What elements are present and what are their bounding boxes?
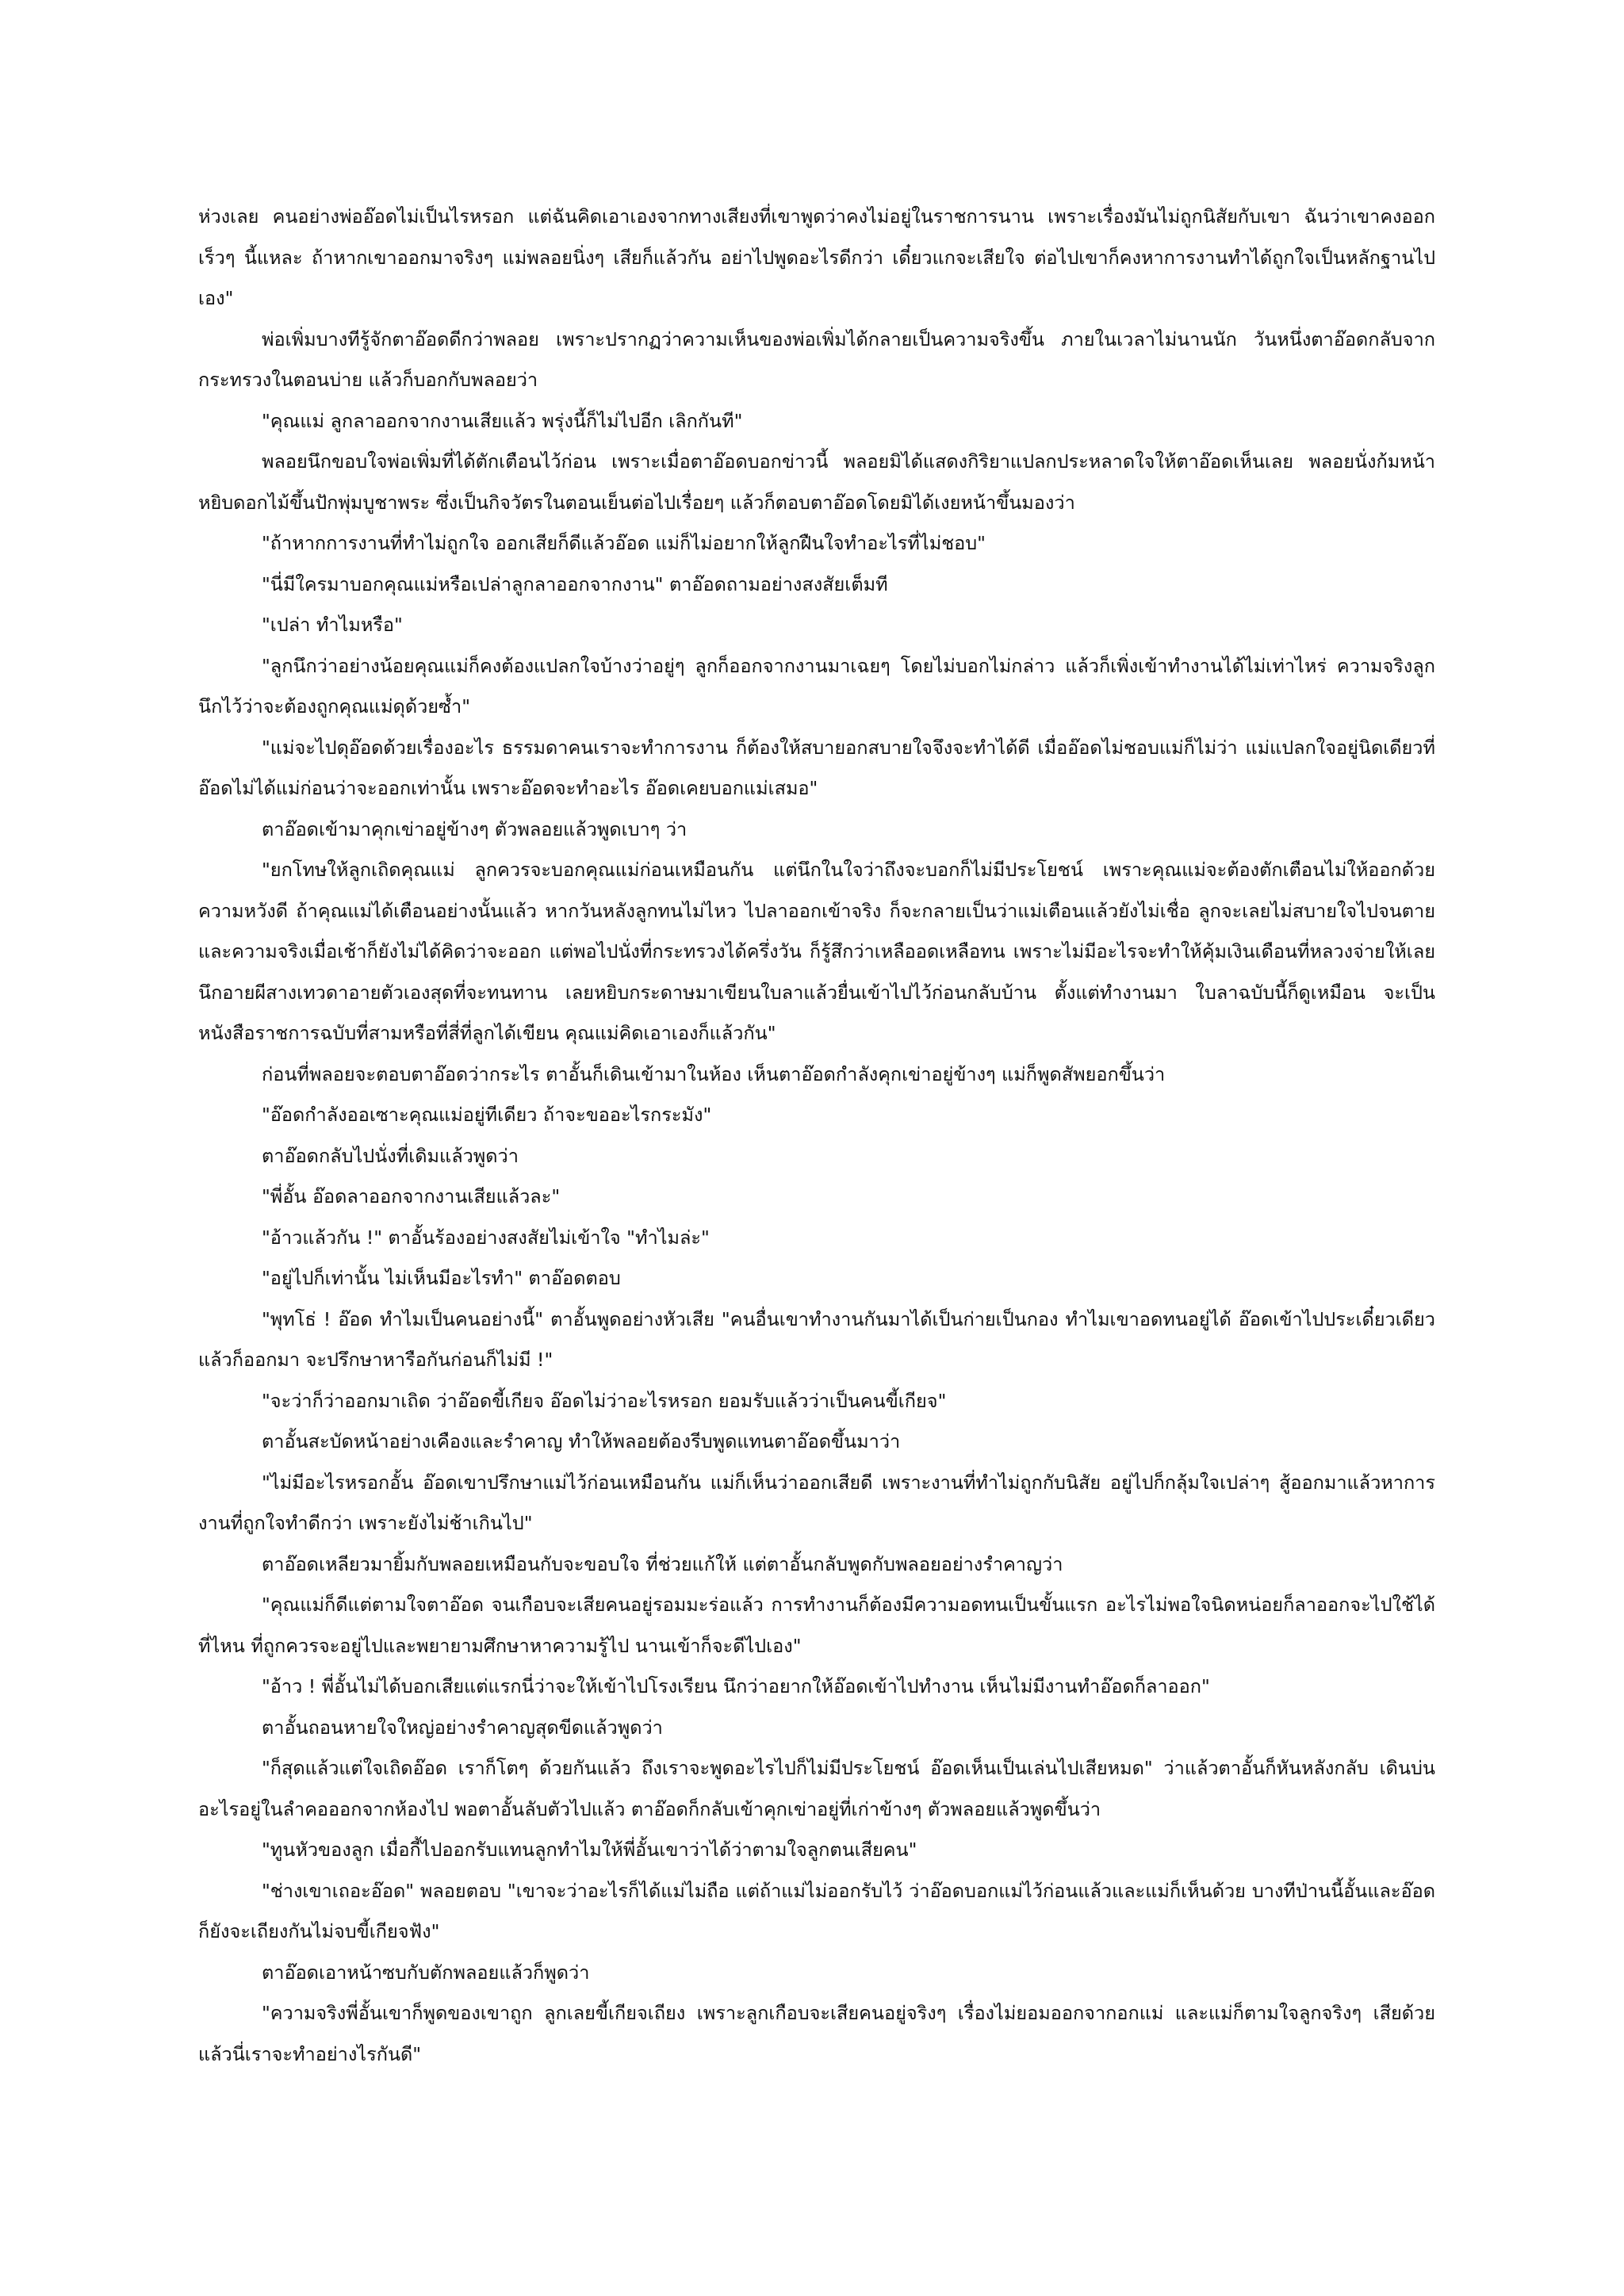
paragraph: ตาอั้นสะบัดหน้าอย่างเคืองและรำคาญ ทำให้พลอยต้องรีบพูดแทนตาอ๊อดขึ้นมาว่า (262, 1430, 901, 1452)
paragraph: ตาอ๊อดเหลียวมายิ้มกับพลอยเหมือนกับจะขอบใจ ที่ช่วยแก้ให้ แต่ตาอั้นกลับพูดกับพลอยอย่างรำคาญว่า (262, 1552, 1063, 1575)
paragraph: "อ้าวแล้วกัน !" ตาอั้นร้องอย่างสงสัยไม่เข้าใจ "ทำไมล่ะ" (262, 1226, 710, 1249)
paragraph: "คุณแม่ก็ดีแต่ตามใจตาอ๊อด จนเกือบจะเสียคนอยู่รอมมะร่อแล้ว การทำงานก็ต้องมีความอดทนเป็นขั้นแรก อะไรไม่พอใจนิดหน่อยก็ลาออกจะไปใช้ได้ที่ไหน ที่ถูกควรจะอยู่ไปและพยายามศึกษาหาความรู้ไป นานเข้าก็จะดีไปเอง" (198, 1594, 1435, 1657)
paragraph: ตาอ๊อดเอาหน้าซบกับตักพลอยแล้วก็พูดว่า (262, 1961, 590, 1984)
paragraph: พ่อเพิ่มบางทีรู้จักตาอ๊อดดีกว่าพลอย เพราะปรากฏว่าความเห็นของพ่อเพิ่มได้กลายเป็นความจริงขึ้น ภายในเวลาไม่นานนัก วันหนึ่งตาอ๊อดกลับจากกระทรวงในตอนบ่าย แล้วก็บอกกับพลอยว่า (198, 327, 1435, 391)
paragraph: "ไม่มีอะไรหรอกอั้น อ๊อดเขาปรึกษาแม่ไว้ก่อนเหมือนกัน แม่ก็เห็นว่าออกเสียดี เพราะงานที่ทำไม่ถูกกับนิสัย อยู่ไปก็กลุ้มใจเปล่าๆ สู้ออกมาแล้วหาการงานที่ถูกใจทำดีกว่า เพราะยังไม่ช้าเกินไป" (198, 1471, 1435, 1534)
paragraph: "ทูนหัวของลูก เมื่อกี้ไปออกรับแทนลูกทำไมให้พี่อั้นเขาว่าได้ว่าตามใจลูกตนเสียคน" (262, 1839, 917, 1861)
paragraph: ก่อนที่พลอยจะตอบตาอ๊อดว่ากระไร ตาอั้นก็เดินเข้ามาในห้อง เห็นตาอ๊อดกำลังคุกเข่าอยู่ข้างๆ แม่ก็พูดสัพยอกขึ้นว่า (262, 1062, 1166, 1085)
paragraph: ตาอ๊อดกลับไปนั่งที่เดิมแล้วพูดว่า (262, 1144, 519, 1167)
paragraph: "อ้าว ! พี่อั้นไม่ได้บอกเสียแต่แรกนี่ว่าจะให้เข้าไปโรงเรียน นึกว่าอยากให้อ๊อดเข้าไปทำงาน เห็นไม่มีงานทำอ๊อดก็ลาออก" (262, 1675, 1210, 1697)
paragraph: "พี่อั้น อ๊อดลาออกจากงานเสียแล้วละ" (262, 1185, 561, 1207)
paragraph: ห่วงเลย คนอย่างพ่ออ๊อดไม่เป็นไรหรอก แต่ฉันคิดเอาเองจากทางเสียงที่เขาพูดว่าคงไม่อยู่ในราชการนาน เพราะเรื่องมันไม่ถูกนิสัยกับเขา ฉันว่าเขาคงออกเร็วๆ นี้แหละ ถ้าหากเขาออกมาจริงๆ แม่พลอยนิ่งๆ เสียก็แล้วกัน อย่าไปพูดอะไรดีกว่า เดี๋ยวแกจะเสียใจ ต่อไปเขาก็คงหาการงานทำได้ถูกใจเป็นหลักฐานไปเอง" (198, 205, 1435, 309)
paragraph: พลอยนึกขอบใจพ่อเพิ่มที่ได้ตักเตือนไว้ก่อน เพราะเมื่อตาอ๊อดบอกข่าวนี้ พลอยมิได้แสดงกิริยาแปลกประหลาดใจให้ตาอ๊อดเห็นเลย พลอยนั่งก้มหน้าหยิบดอกไม้ขึ้นปักพุ่มบูชาพระ ซึ่งเป็นกิจวัตรในตอนเย็นต่อไปเรื่อยๆ แล้วก็ตอบตาอ๊อดโดยมิได้เงยหน้าขึ้นมองว่า (198, 450, 1435, 514)
paragraph: "เปล่า ทำไมหรือ" (262, 614, 403, 636)
paragraph: "นี่มีใครมาบอกคุณแม่หรือเปล่าลูกลาออกจากงาน" ตาอ๊อดถามอย่างสงสัยเต็มที (262, 572, 888, 595)
paragraph: "ความจริงพี่อั้นเขาก็พูดของเขาถูก ลูกเลยขี้เกียจเถียง เพราะลูกเกือบจะเสียคนอยู่จริงๆ เรื่องไม่ยอมออกจากอกแม่ และแม่ก็ตามใจลูกจริงๆ เสียด้วย แล้วนี่เราจะทำอย่างไรกันดี" (198, 2002, 1435, 2065)
paragraph: "ก็สุดแล้วแต่ใจเถิดอ๊อด เราก็โตๆ ด้วยกันแล้ว ถึงเราจะพูดอะไรไปก็ไม่มีประโยชน์ อ๊อดเห็นเป็นเล่นไปเสียหมด" ว่าแล้วตาอั้นก็หันหลังกลับ เดินบ่นอะไรอยู่ในลำคอออกจากห้องไป พอตาอั้นลับตัวไปแล้ว ตาอ๊อดก็กลับเข้าคุกเข่าอยู่ที่เก่าข้างๆ ตัวพลอยแล้วพูดขึ้นว่า (198, 1757, 1435, 1820)
paragraph: "แม่จะไปดุอ๊อดด้วยเรื่องอะไร ธรรมดาคนเราจะทำการงาน ก็ต้องให้สบายอกสบายใจจึงจะทำได้ดี เมื่ออ๊อดไม่ชอบแม่ก็ไม่ว่า แม่แปลกใจอยู่นิดเดียวที่อ๊อดไม่ได้แม่ก่อนว่าจะออกเท่านั้น เพราะอ๊อดจะทำอะไร อ๊อดเคยบอกแม่เสมอ" (198, 736, 1435, 799)
paragraph: ตาอั้นถอนหายใจใหญ่อย่างรำคาญสุดขีดแล้วพูดว่า (262, 1716, 663, 1739)
paragraph: "อ๊อดกำลังออเซาะคุณแม่อยู่ทีเดียว ถ้าจะขออะไรกระมัง" (262, 1104, 712, 1126)
paragraph: "พุทโธ่ ! อ๊อด ทำไมเป็นคนอย่างนี้" ตาอั้นพูดอย่างหัวเสีย "คนอื่นเขาทำงานกันมาได้เป็นก่ายเป็นกอง ทำไมเขาอดทนอยู่ได้ อ๊อดเข้าไปประเดี๋ยวเดียวแล้วก็ออกมา จะปรึกษาหารือกันก่อนก็ไม่มี !" (198, 1307, 1435, 1371)
paragraph: "ช่างเขาเถอะอ๊อด" พลอยตอบ "เขาจะว่าอะไรก็ได้แม่ไม่ถือ แต่ถ้าแม่ไม่ออกรับไว้ ว่าอ๊อดบอกแม่ไว้ก่อนแล้วและแม่ก็เห็นด้วย บางทีป่านนี้อั้นและอ๊อดก็ยังจะเถียงกันไม่จบขี้เกียจฟัง" (198, 1879, 1435, 1942)
paragraph: "ถ้าหากการงานที่ทำไม่ถูกใจ ออกเสียก็ดีแล้วอ๊อด แม่ก็ไม่อยากให้ลูกฝืนใจทำอะไรที่ไม่ชอบ" (262, 532, 986, 554)
paragraph: "ยกโทษให้ลูกเถิดคุณแม่ ลูกควรจะบอกคุณแม่ก่อนเหมือนกัน แต่นึกในใจว่าถึงจะบอกก็ไม่มีประโยชน์ เพราะคุณแม่จะต้องตักเตือนไม่ให้ออกด้วยความหวังดี ถ้าคุณแม่ได้เตือนอย่างนั้นแล้ว หากวันหลังลูกทนไม่ไหว ไปลาออกเข้าจริง ก็จะกลายเป็นว่าแม่เตือนแล้วยังไม่เชื่อ ลูกจะเลยไม่สบายใจไปจนตาย และความจริงเมื่อเช้าก็ยังไม่ได้คิดว่าจะออก แต่พอไปนั่งที่กระทรวงได้ครึ่งวัน ก็รู้สึกว่าเหลืออดเหลือทน เพราะไม่มีอะไรจะทำให้คุ้มเงินเดือนที่หลวงจ่ายให้เลย นึกอายผีสางเทวดาอายตัวเองสุดที่จะทนทาน เลยหยิบกระดาษมาเขียนใบลาแล้วยื่นเข้าไปไว้ก่อนกลับบ้าน ตั้งแต่ทำงานมา ใบลาฉบับนี้ก็ดูเหมือน จะเป็นหนังสือราชการฉบับที่สามหรือที่สี่ที่ลูกได้เขียน คุณแม่คิดเอาเองก็แล้วกัน" (198, 859, 1435, 1044)
paragraph: ตาอ๊อดเข้ามาคุกเข่าอยู่ข้างๆ ตัวพลอยแล้วพูดเบาๆ ว่า (262, 817, 688, 840)
paragraph: "อยู่ไปก็เท่านั้น ไม่เห็นมีอะไรทำ" ตาอ๊อดตอบ (262, 1267, 621, 1289)
paragraph: "ลูกนึกว่าอย่างน้อยคุณแม่ก็คงต้องแปลกใจบ้างว่าอยู่ๆ ลูกก็ออกจากงานมาเฉยๆ โดยไม่บอกไม่กล่าว แล้วก็เพิ่งเข้าทำงานได้ไม่เท่าไหร่ ความจริงลูกนึกไว้ว่าจะต้องถูกคุณแม่ดุด้วยซ้ำ" (198, 654, 1435, 718)
paragraph: "คุณแม่ ลูกลาออกจากงานเสียแล้ว พรุ่งนี้ก็ไม่ไปอีก เลิกกันที" (262, 409, 743, 432)
paragraph: "จะว่าก็ว่าออกมาเถิด ว่าอ๊อดขี้เกียจ อ๊อดไม่ว่าอะไรหรอก ยอมรับแล้วว่าเป็นคนขี้เกียจ" (262, 1389, 947, 1412)
body-text (198, 197, 1435, 2075)
